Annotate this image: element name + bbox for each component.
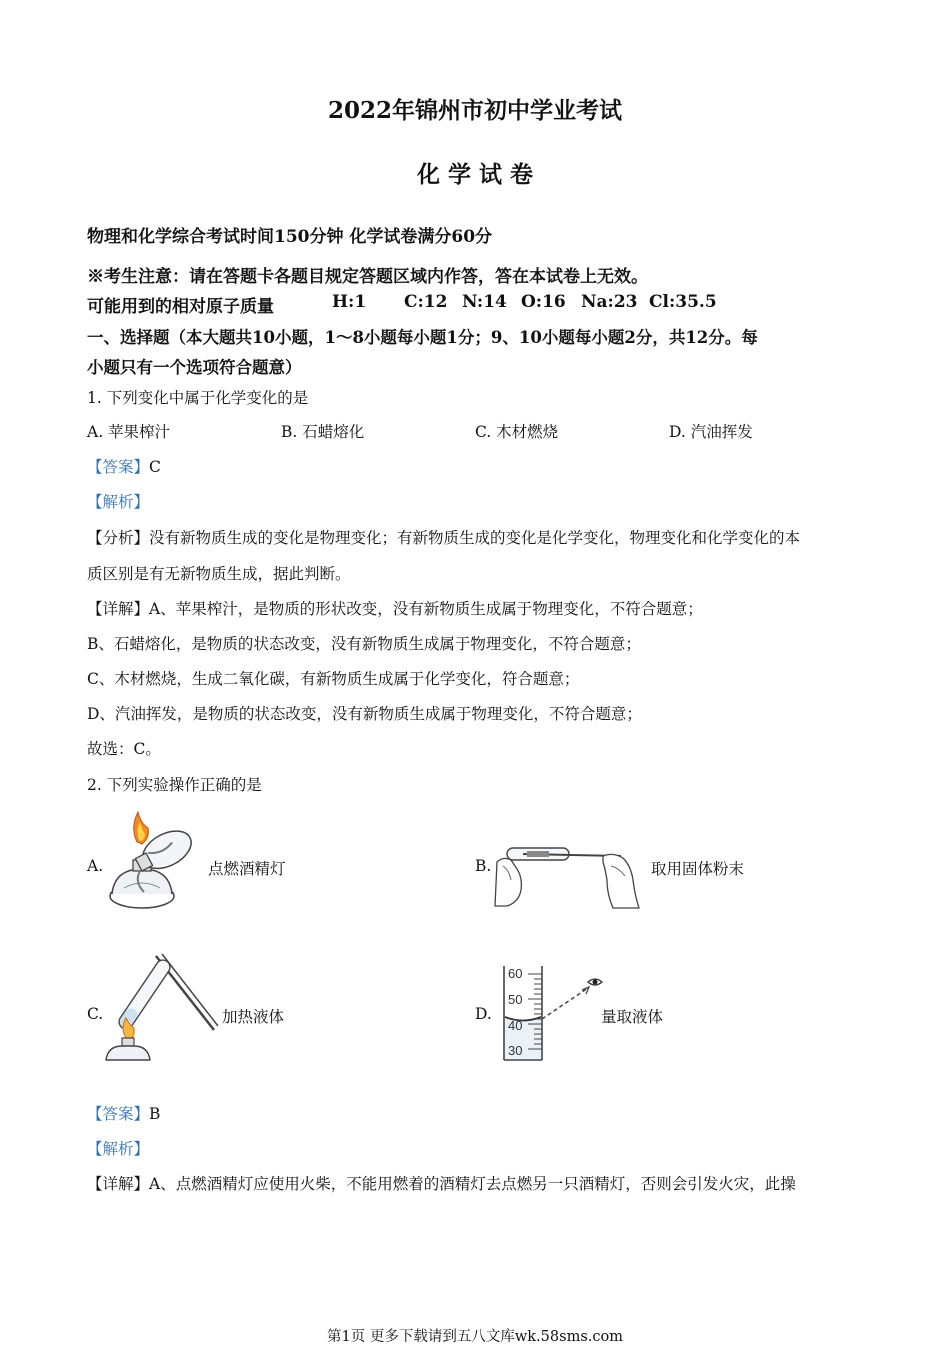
graduated-cylinder-illustration [498, 962, 608, 1066]
exam-info: 物理和化学综合考试时间150分钟 化学试卷满分60分 [87, 227, 493, 247]
page-subtitle: 化 学 试 卷 [416, 161, 534, 188]
heating-liquid-illustration [102, 950, 220, 1064]
q1-conclusion: 故选：C。 [87, 740, 161, 758]
q1-option-b: B. 石蜡熔化 [281, 423, 365, 441]
q1-analysis-tag: 【解析】 [87, 493, 150, 511]
q1-option-c: C. 木材燃烧 [475, 423, 559, 441]
atomic-mass-n: N:14 [462, 292, 507, 312]
q2-option-a-letter: A. [87, 857, 104, 875]
q2-option-d-caption: 量取液体 [601, 1008, 664, 1026]
detail-text: A、苹果榨汁，是物质的形状改变，没有新物质生成属于物理变化，不符合题意； [149, 600, 703, 618]
q1-fenxi-line2: 质区别是有无新物质生成，据此判断。 [87, 565, 351, 583]
q2-option-a-caption: 点燃酒精灯 [208, 860, 286, 878]
fenxi-tag: 【分析】 [87, 529, 150, 547]
atomic-mass-na: Na:23 [581, 292, 638, 312]
cylinder-tick-30: 30 [508, 1043, 523, 1058]
detail-tag: 【详解】 [87, 600, 150, 618]
atomic-mass-label: 可能用到的相对原子质量 [87, 297, 274, 317]
q2-answer [87, 1102, 160, 1124]
atomic-mass-h: H:1 [332, 292, 367, 312]
q1-detail-a [87, 597, 703, 619]
q2-option-d-letter: D. [475, 1005, 492, 1023]
cylinder-tick-40: 40 [508, 1018, 523, 1033]
detail-tag: 【详解】 [87, 1175, 150, 1193]
q2-option-c-letter: C. [87, 1005, 104, 1023]
page-title: 2022年锦州市初中学业考试 [327, 97, 622, 124]
cylinder-tick-50: 50 [508, 992, 523, 1007]
fenxi-text: 没有新物质生成的变化是物理变化；有新物质生成的变化是化学变化，物理变化和化学变化的本 [149, 529, 801, 547]
q1-stem: 1. 下列变化中属于化学变化的是 [87, 389, 309, 407]
answer-value: B [149, 1105, 161, 1123]
q1-detail-b: B、石蜡熔化，是物质的状态改变，没有新物质生成属于物理变化，不符合题意； [87, 635, 641, 653]
q2-detail-a [87, 1172, 796, 1194]
atomic-mass-c: C:12 [404, 292, 448, 312]
q2-analysis-tag: 【解析】 [87, 1140, 150, 1158]
q1-fenxi-line1 [87, 526, 800, 548]
cylinder-tick-60: 60 [508, 966, 523, 981]
page-footer: 第1页 更多下载请到五八文库wk.58sms.com [327, 1329, 623, 1345]
atomic-mass-o: O:16 [521, 292, 566, 312]
q1-option-a: A. 苹果榨汁 [87, 423, 171, 441]
solid-powder-taking-illustration [493, 836, 643, 912]
q2-option-b-caption: 取用固体粉末 [651, 860, 745, 878]
q2-option-b-letter: B. [475, 857, 492, 875]
section-heading-line2: 小题只有一个选项符合题意） [87, 358, 302, 377]
atomic-mass-cl: Cl:35.5 [649, 292, 717, 312]
q2-option-c-caption: 加热液体 [222, 1008, 285, 1026]
q1-detail-d: D、汽油挥发，是物质的状态改变，没有新物质生成属于物理变化，不符合题意； [87, 705, 642, 723]
exam-notice: ※考生注意：请在答题卡各题目规定答题区域内作答，答在本试卷上无效。 [87, 267, 648, 287]
q1-detail-c: C、木材燃烧，生成二氧化碳，有新物质生成属于化学变化，符合题意； [87, 670, 580, 688]
alcohol-lamp-lighting-illustration [104, 808, 202, 912]
answer-tag: 【答案】 [87, 458, 150, 476]
q1-answer [87, 455, 161, 477]
answer-tag: 【答案】 [87, 1105, 150, 1123]
q2-stem: 2. 下列实验操作正确的是 [87, 776, 262, 794]
section-heading-line1: 一、选择题（本大题共10小题，1～8小题每小题1分；9、10小题每小题2分，共12分。每 [87, 328, 758, 347]
answer-value: C [149, 458, 161, 476]
detail-text: A、点燃酒精灯应使用火柴，不能用燃着的酒精灯去点燃另一只酒精灯，否则会引发火灾，此操 [149, 1175, 796, 1193]
q1-option-d: D. 汽油挥发 [669, 423, 753, 441]
